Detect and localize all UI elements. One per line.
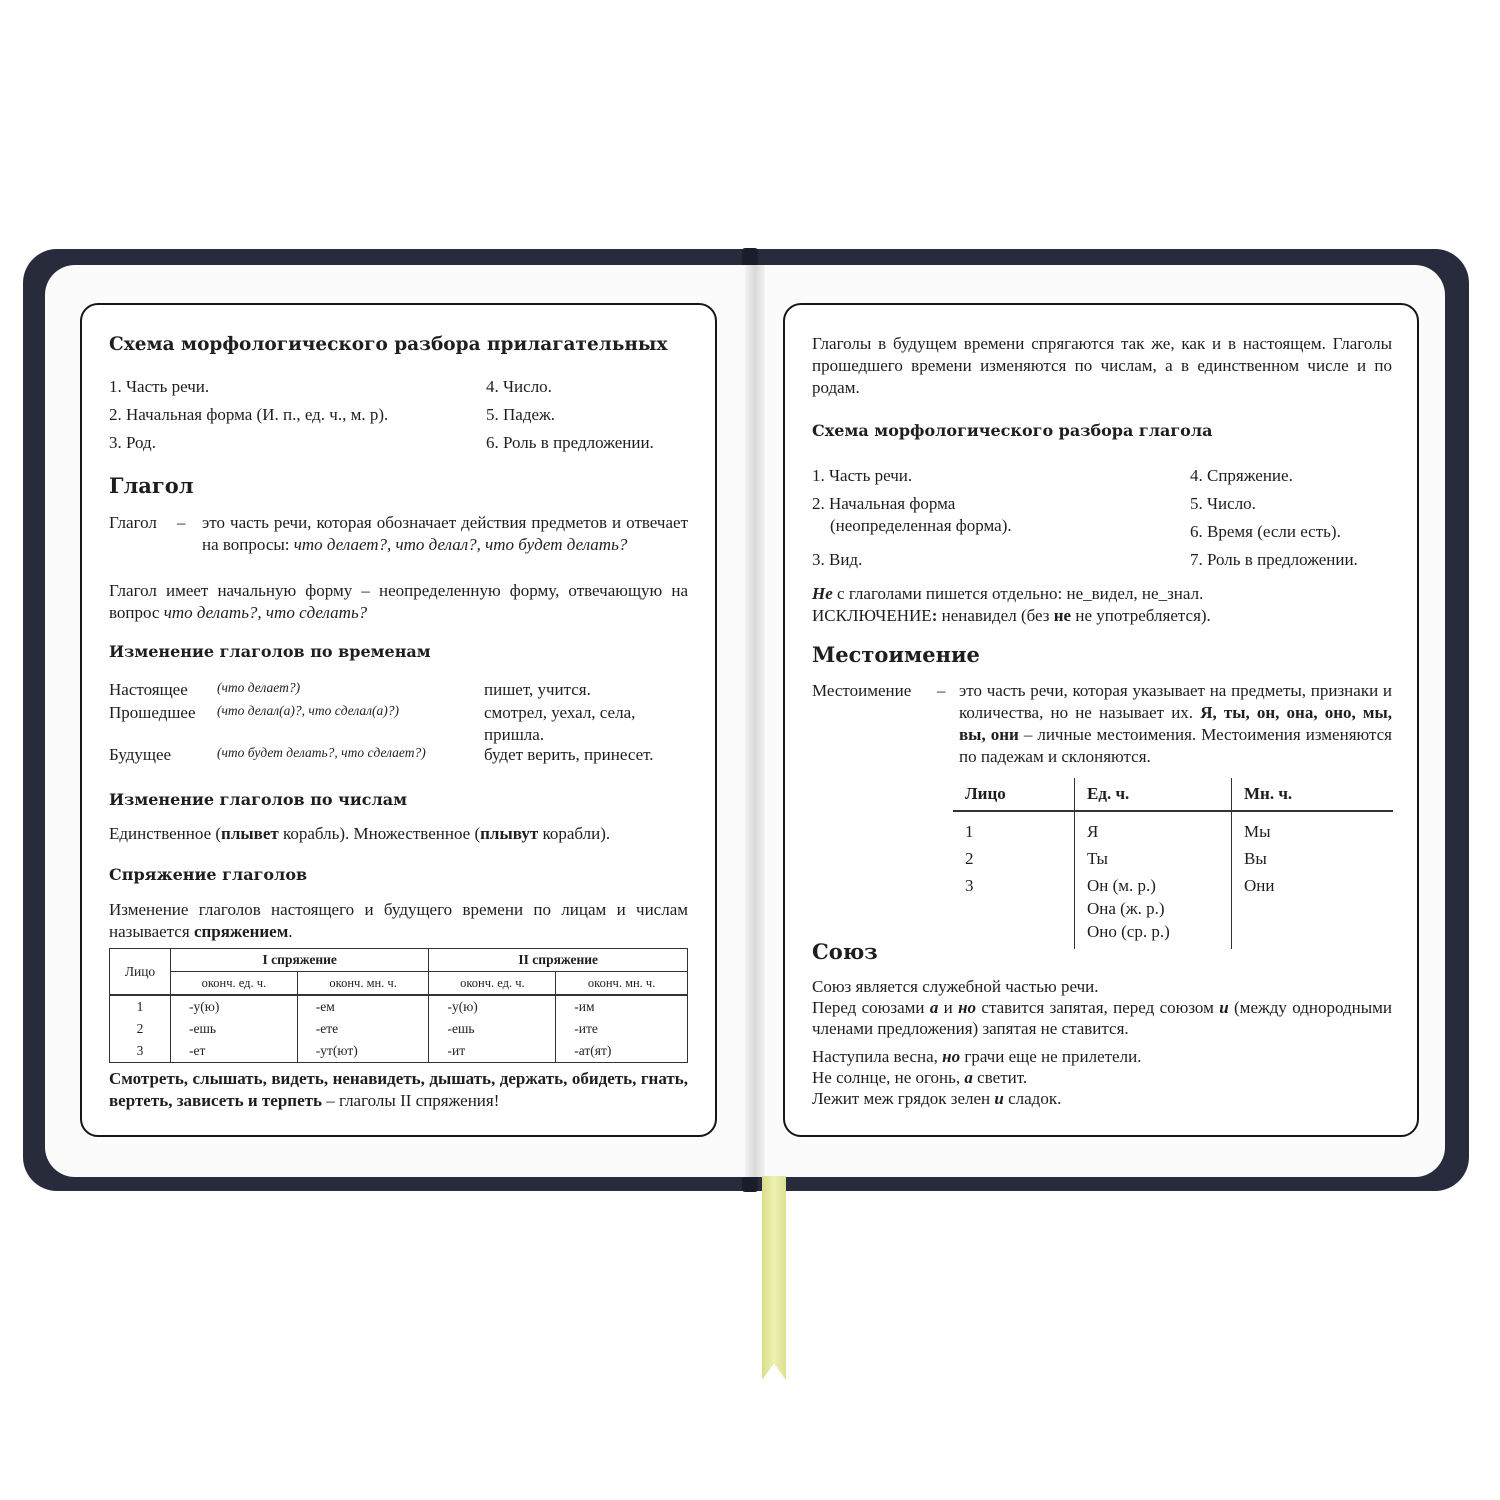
union-example: Наступила весна, но грачи еще не прилетели. [812, 1047, 1142, 1066]
adj-item: 5. Падеж. [486, 405, 556, 424]
conj-cell: -ит [429, 1040, 556, 1063]
pron-cell: Они [1244, 876, 1275, 895]
conj2-header: II спряжение [429, 949, 688, 972]
conj-subheader: оконч. ед. ч. [429, 972, 556, 996]
pronoun-definition: это часть речи, которая указывает на предметы, признаки и количества, но не называет их. Я, ты, он, она, оно, мы, вы, они – личные местоимения. Местоимения изменяются по падежам и склоняются. [959, 681, 1392, 766]
pron-cell: Оно (ср. р.) [1075, 920, 1232, 949]
gutter [745, 265, 765, 1177]
adj-item: 3. Род. [109, 433, 156, 452]
conj-cell: 1 [110, 995, 171, 1018]
conj-cell: -ут(ют) [297, 1040, 429, 1063]
union-title: Союз [812, 939, 878, 964]
conj-person-header: Лицо [110, 949, 171, 996]
verb-item: 4. Спряжение. [1190, 466, 1293, 485]
verb-item: 3. Вид. [812, 550, 863, 569]
conj2-exceptions: Смотреть, слышать, видеть, ненавидеть, дышать, держать, обидеть, гнать, вертеть, зависеть и терпеть – глаголы II спряжения! [109, 1069, 688, 1110]
verb-item: 2. Начальная форма [812, 494, 956, 513]
conj-cell: -у(ю) [171, 995, 298, 1018]
table-row [110, 1040, 688, 1063]
table-row [953, 897, 1393, 920]
adj-item: 1. Часть речи. [109, 377, 210, 396]
table-row [953, 843, 1393, 870]
verb-item: 1. Часть речи. [812, 466, 913, 485]
verb-item: 6. Время (если есть). [1190, 522, 1341, 541]
tense-examples: смотрел, уехал, села, пришла. [484, 703, 636, 744]
verb-dash: – [177, 513, 186, 532]
table-row [953, 920, 1393, 949]
verb-item: 5. Число. [1190, 494, 1256, 513]
verb-definition: это часть речи, которая обозначает действия предметов и отвечает на вопросы: что делает?, что делал?, что будет делать? [202, 513, 688, 554]
conj-cell: -ет [171, 1040, 298, 1063]
verb-scheme-title: Схема морфологического разбора глагола [812, 421, 1213, 440]
pron-header: Ед. ч. [1075, 778, 1232, 811]
conj-cell: -ите [556, 1018, 688, 1040]
ne-exception: ИСКЛЮЧЕНИЕ: ненавидел (без не не употребляется). [812, 606, 1211, 625]
numbers-title: Изменение глаголов по числам [109, 790, 408, 809]
tense-question: (что будет делать?, что сделает?) [217, 745, 426, 760]
pron-cell: Он (м. р.) [1075, 870, 1232, 897]
tenses-title: Изменение глаголов по временам [109, 642, 431, 661]
left-page [80, 303, 717, 1137]
pronoun-term: Местоимение [812, 681, 912, 700]
conj-cell: -ешь [429, 1018, 556, 1040]
adj-item: 2. Начальная форма (И. п., ед. ч., м. р). [109, 405, 389, 424]
conj-cell: -у(ю) [429, 995, 556, 1018]
conj-cell: -ат(ят) [556, 1040, 688, 1063]
tense-question: (что делал(а)?, что сделал(а)?) [217, 703, 400, 718]
right-page [783, 303, 1419, 1137]
pron-cell: Мы [1244, 822, 1271, 841]
numbers-text: Единственное (плывет корабль). Множественное (плывут корабли). [109, 824, 611, 843]
adj-item: 4. Число. [486, 377, 552, 396]
verb-title: Глагол [109, 473, 194, 498]
conj-cell: -ешь [171, 1018, 298, 1040]
pronoun-dash: – [937, 681, 946, 700]
tense-examples: пишет, учится. [484, 680, 591, 699]
adj-item: 6. Роль в предложении. [486, 433, 654, 452]
future-tense-text: Глаголы в будущем времени спрягаются так же, как и в настоящем. Глаголы прошедшего времени изменяются по числам, а в единственном числе и по родам. [812, 334, 1392, 397]
verb-initial-form: Глагол имеет начальную форму – неопределенную форму, отвечающую на вопрос что делать?, что сделать? [109, 581, 688, 622]
tense-examples: будет верить, принесет. [484, 745, 654, 764]
tense-question: (что делает?) [217, 680, 301, 695]
tense-name: Будущее [109, 745, 172, 764]
conj-cell: -им [556, 995, 688, 1018]
pron-cell [953, 920, 1075, 949]
table-row [953, 870, 1393, 897]
conjugation-text: Изменение глаголов настоящего и будущего времени по лицам и числам называется спряжением. [109, 900, 688, 941]
conjugation-table [109, 948, 688, 1063]
tense-name: Настоящее [109, 680, 188, 699]
pron-header: Мн. ч. [1232, 778, 1394, 811]
conj-subheader: оконч. мн. ч. [297, 972, 429, 996]
pron-cell [1232, 897, 1394, 920]
conj1-header: I спряжение [171, 949, 429, 972]
conj-cell: 2 [110, 1018, 171, 1040]
pron-cell: Она (ж. р.) [1075, 897, 1232, 920]
table-row [110, 1018, 688, 1040]
conj-cell: 3 [110, 1040, 171, 1063]
conj-cell: -ете [297, 1018, 429, 1040]
ne-rule: Не с глаголами пишется отдельно: не_видел, не_знал. [812, 584, 1204, 603]
pron-cell: 2 [953, 843, 1075, 870]
adj-scheme-title: Схема морфологического разбора прилагательных [109, 334, 668, 355]
verb-term: Глагол [109, 513, 157, 532]
union-example: Не солнце, не огонь, а светит. [812, 1068, 1028, 1087]
union-comma-rule: Перед союзами а и но ставится запятая, перед союзом и (между однородными членами предложения) запятая не ставится. [812, 998, 1393, 1038]
pron-cell: Я [1075, 811, 1232, 843]
pron-header: Лицо [953, 778, 1075, 811]
verb-item: (неопределенная форма). [830, 516, 1012, 535]
pronoun-title: Местоимение [812, 642, 980, 667]
conj-subheader: оконч. ед. ч. [171, 972, 298, 996]
table-row [110, 995, 688, 1018]
pron-cell: Ты [1075, 843, 1232, 870]
table-row [953, 811, 1393, 843]
conj-subheader: оконч. мн. ч. [556, 972, 688, 996]
pron-cell: Вы [1244, 849, 1267, 868]
verb-item: 7. Роль в предложении. [1190, 550, 1358, 569]
pron-cell [1232, 920, 1394, 949]
union-text: Союз является служебной частью речи. [812, 977, 1099, 996]
pron-cell: 3 [953, 870, 1075, 897]
union-example: Лежит меж грядок зелен и сладок. [812, 1089, 1062, 1108]
conj-cell: -ем [297, 995, 429, 1018]
conjugation-title: Спряжение глаголов [109, 865, 308, 884]
pronoun-table [953, 778, 1393, 949]
pron-cell: 1 [953, 811, 1075, 843]
bookmark-ribbon[interactable] [762, 1176, 786, 1380]
tense-name: Прошедшее [109, 703, 196, 722]
pron-cell [953, 897, 1075, 920]
